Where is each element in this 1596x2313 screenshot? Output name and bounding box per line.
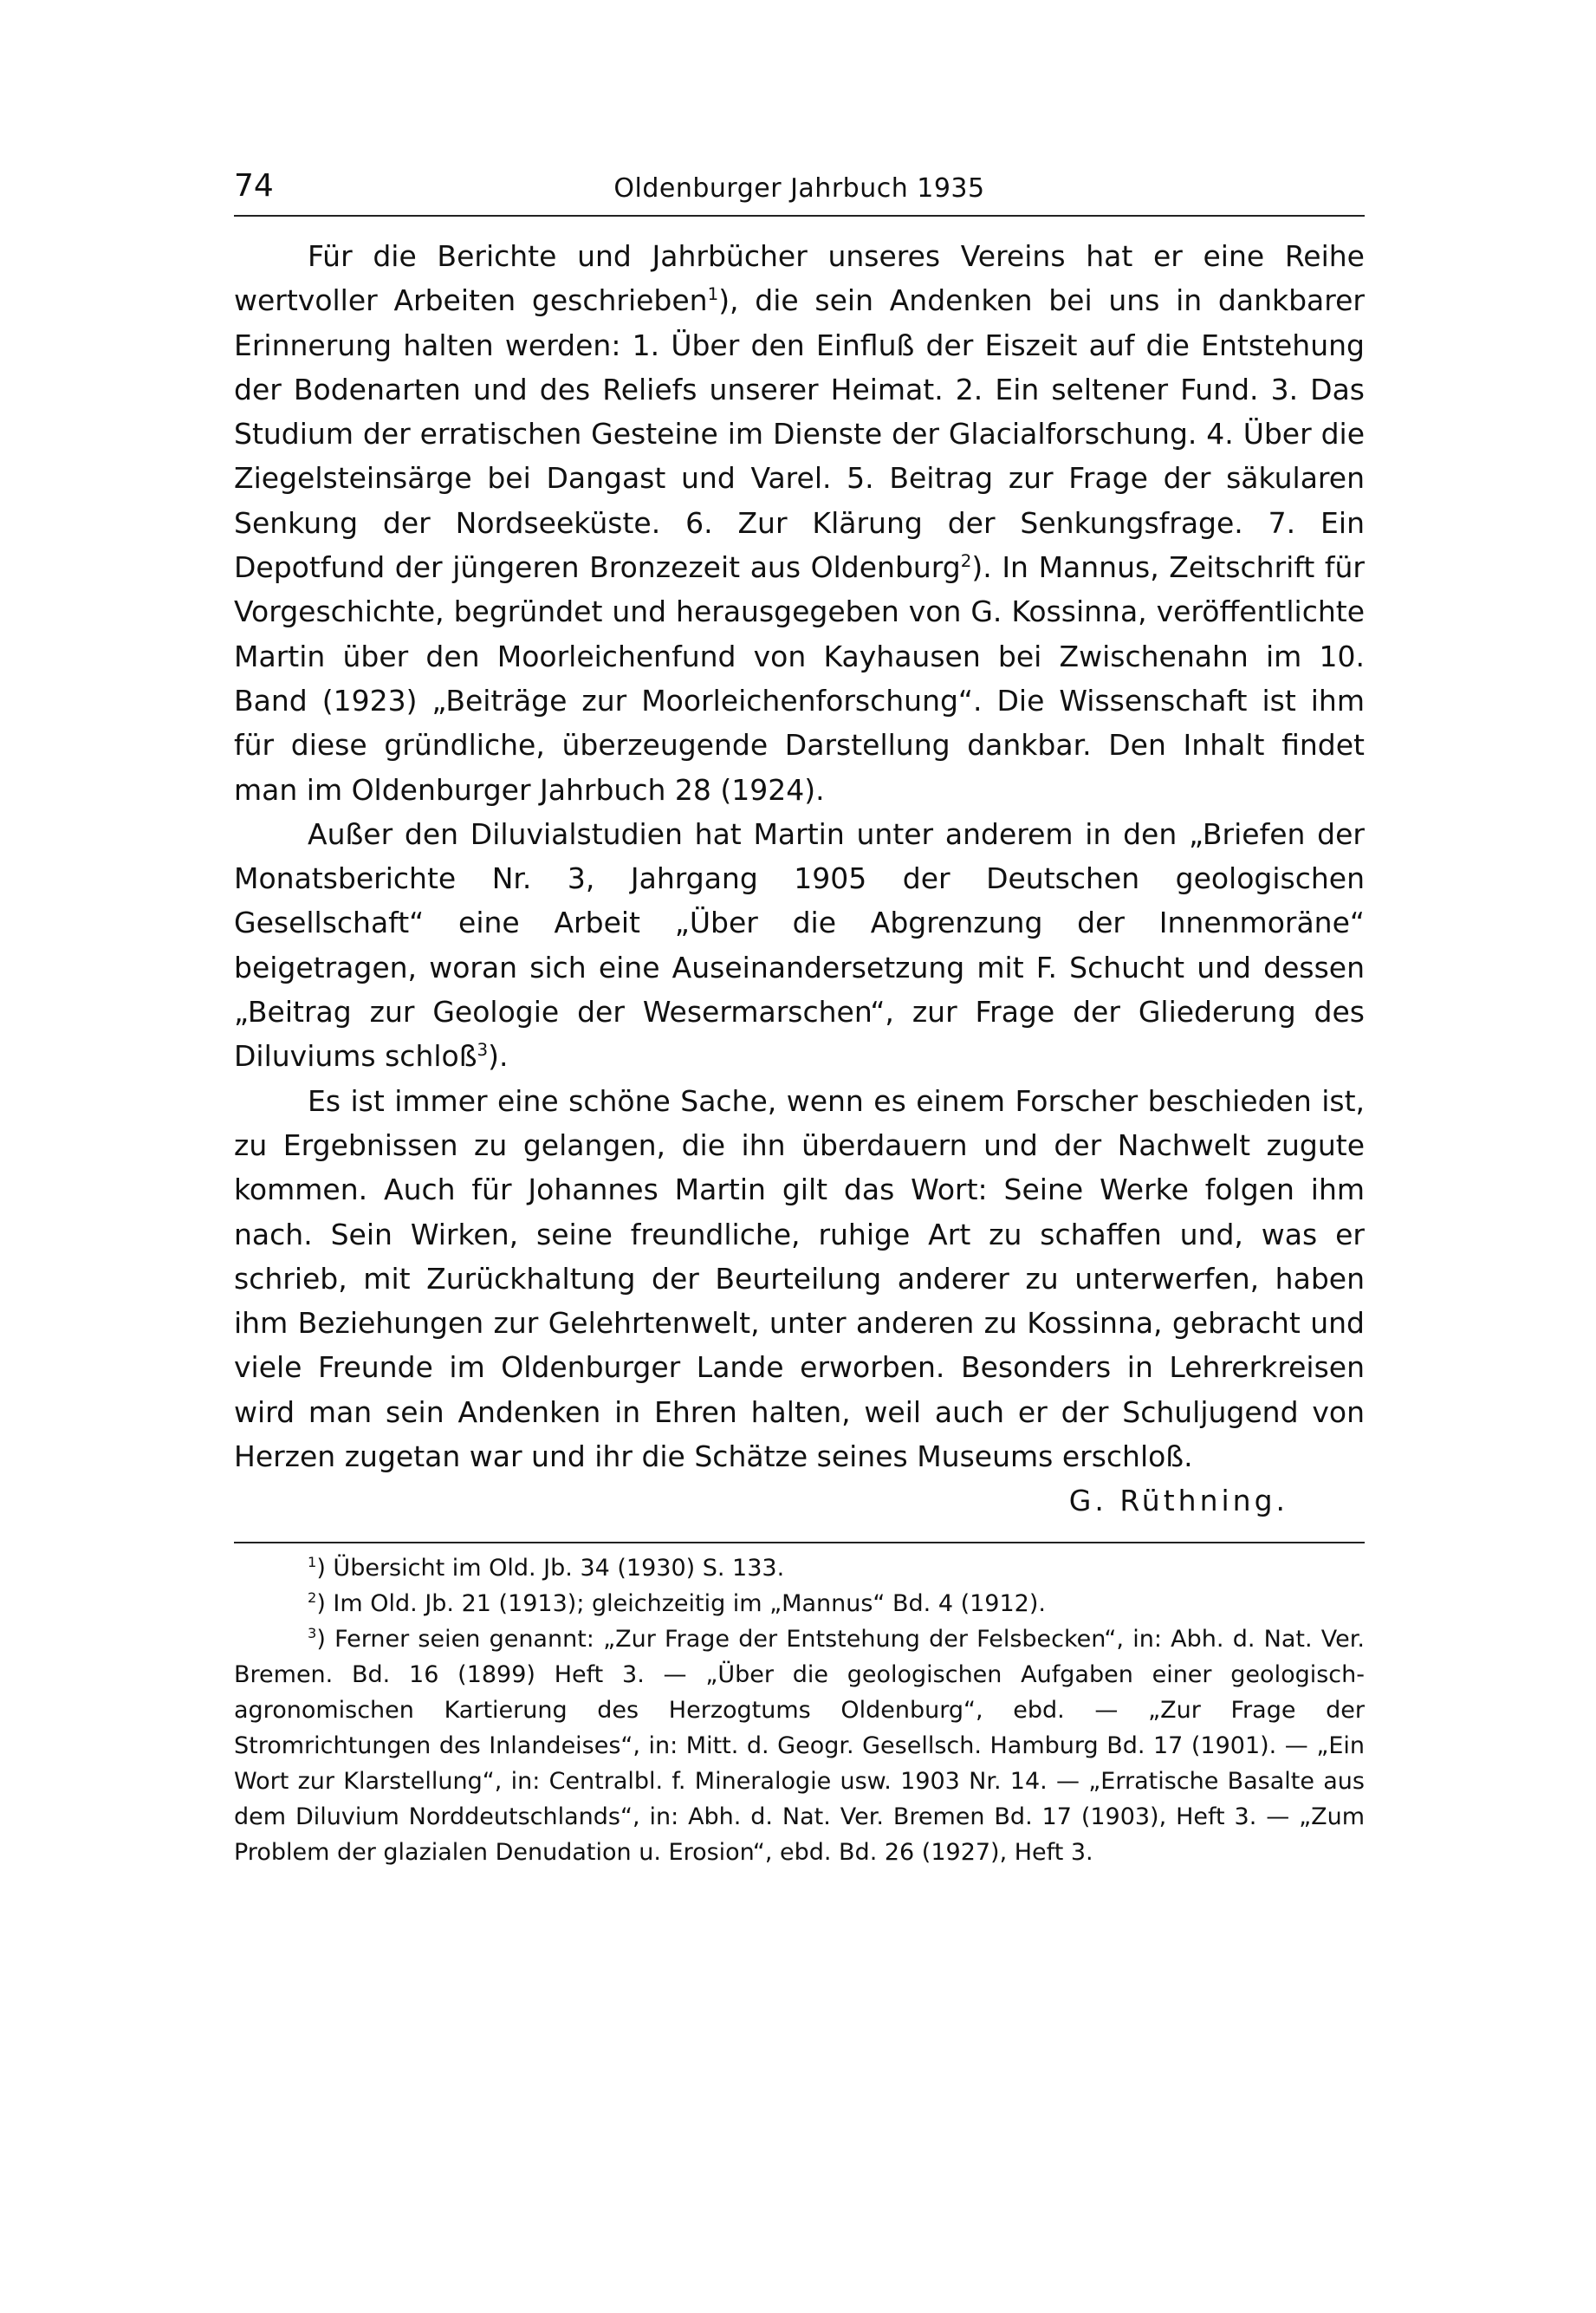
footnotes [234,1550,1365,1870]
footnote-ref-1: 1 [707,284,719,305]
paragraph-1 [234,234,1365,812]
footnote-marker: 3 [308,1625,317,1642]
footnote-text: ) Übersicht im Old. Jb. 34 (1930) S. 133. [316,1555,785,1582]
paragraph-2-part-a: Außer den Diluvialstudien hat Martin unter anderem in den „Briefen der Monatsberichte Nr. 3, Jahrgang 1905 der Deutschen geologischen Gesellschaft“ eine Arbeit „Über die Abgrenzung der Innenmoräne“ beigetragen, woran sich eine Auseinandersetzung mit F. Schucht und dessen „Beitrag zur Geologie der Wesermarschen“, zur Frage der Gliederung des Diluviums schloß [234,816,1365,1074]
footnote-ref-3: 3 [477,1040,489,1061]
document-page [234,165,1365,1870]
paragraph-2 [234,812,1365,1079]
body-text [234,234,1365,1478]
paragraph-1-part-a: Für die Berichte und Jahrbücher unseres Vereins hat er eine Reihe wertvoller Arbeiten geschrieben [234,239,1365,318]
header-rule [234,215,1365,217]
paragraph-2-part-b: ). [488,1039,509,1074]
page-header [234,165,1365,208]
footnote-ref-2: 2 [960,551,972,572]
footnote-marker: 1 [308,1554,317,1571]
footnote-rule [234,1542,1365,1543]
footnote-2 [234,1586,1365,1621]
paragraph-1-part-c: ). In Mannus, Zeitschrift für Vorgeschichte, begründet und herausgegeben von G. Kossinna, veröffentlichte Martin über den Moorleichenfund von Kayhausen bei Zwischenahn im 10. Band (1923) „Beiträge zur Moorleichenforschung“. Die Wissenschaft ist ihm für diese gründliche, überzeugende Darstellung dankbar. Den Inhalt findet man im Oldenburger Jahrbuch 28 (1924). [234,550,1365,807]
footnote-text: ) Im Old. Jb. 21 (1913); gleichzeitig im „Mannus“ Bd. 4 (1912). [316,1590,1046,1618]
author-signature: G. Rüthning. [1068,1484,1288,1518]
paragraph-3: Es ist immer eine schöne Sache, wenn es einem Forscher beschieden ist, zu Ergebnissen zu gelangen, die ihn überdauern und der Nachwelt zugute kommen. Auch für Johannes Martin gilt das Wort: Seine Werke folgen ihm nach. Sein Wirken, seine freundliche, ruhige Art zu schaffen und, was er schrieb, mit Zurückhaltung der Beurteilung anderer zu unterwerfen, haben ihm Beziehungen zur Gelehrtenwelt, unter anderen zu Kossinna, gebracht und viele Freunde im Oldenburger Lande erworben. Besonders in Lehrerkreisen wird man sein Andenken in Ehren halten, weil auch er der Schuljugend von Herzen zugetan war und ihr die Schätze seines Museums erschloß. [234,1083,1365,1474]
footnote-1 [234,1550,1365,1586]
footnote-3 [234,1621,1365,1870]
footnote-text: ) Ferner seien genannt: „Zur Frage der Entstehung der Felsbecken“, in: Abh. d. Nat. Ver. Bremen. Bd. 16 (1899) Heft 3. — „Über die geologischen Aufgaben einer geologisch-agronomischen Kartierung des Herzogtums Oldenburg“, ebd. — „Zur Frage der Stromrichtungen des Inlandeises“, in: Mitt. d. Geogr. Gesellsch. Hamburg Bd. 17 (1901). — „Ein Wort zur Klarstellung“, in: Centralbl. f. Mineralogie usw. 1903 Nr. 14. — „Erratische Basalte aus dem Diluvium Norddeutschlands“, in: Abh. d. Nat. Ver. Bremen Bd. 17 (1903), Heft 3. — „Zum Problem der glazialen Denudation u. Erosion“, ebd. Bd. 26 (1927), Heft 3. [234,1626,1365,1867]
footnote-marker: 2 [308,1589,317,1607]
paragraph-1-part-b: ), die sein Andenken bei uns in dankbarer Erinnerung halten werden: 1. Über den Einfluß der Eiszeit auf die Entstehung der Bodenarten und des Reliefs unserer Heimat. 2. Ein seltener Fund. 3. Das Studium der erratischen Gesteine im Dienste der Glacialforschung. 4. Über die Ziegelsteinsärge bei Dangast und Varel. 5. Beitrag zur Frage der säkularen Senkung der Nordseeküste. 6. Zur Klärung der Senkungsfrage. 7. Ein Depotfund der jüngeren Bronzezeit aus Oldenburg [234,283,1365,585]
page-number: 74 [234,168,274,204]
running-head: Oldenburger Jahrbuch 1935 [613,173,985,204]
